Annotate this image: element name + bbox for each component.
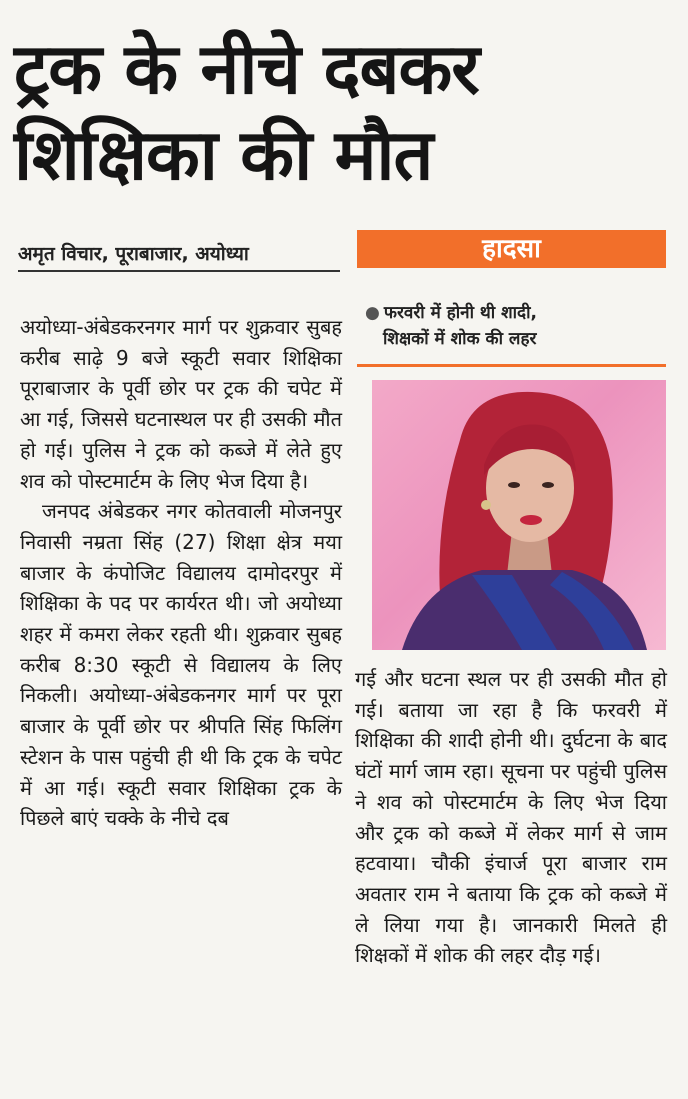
highlights <box>365 300 665 352</box>
headline-line-2: शिक्षिका की मौत <box>14 114 433 196</box>
category-tag: हादसा <box>357 230 666 268</box>
paragraph-2: जनपद अंबेडकर नगर कोतवाली मोजनपुर निवासी नम्रता सिंह (27) शिक्षा क्षेत्र मया बाजार के कंपोजिट विद्यालय दामोदरपुर में शिक्षिका के पद पर कार्यरत थी। जो अयोध्या शहर में कमरा लेकर रहती थी। शुक्रवार सुबह करीब 8:30 स्कूटी से विद्यालय के लिए निकली। अयोध्या-अंबेडकनगर मार्ग पर पूरा बाजार के पूर्वी छोर पर श्रीपति सिंह फिलिंग स्टेशन के पास पहुंची ही थी कि ट्रक के चपेट में आ गई। स्कूटी सवार शिक्षिका ट्रक के पिछले बाएं चक्के के नीचे दब <box>20 499 342 831</box>
teacher-photo <box>372 380 666 650</box>
headline-line-1: ट्रक के नीचे दबकर <box>14 28 479 110</box>
article-column-2 <box>355 664 667 971</box>
bullet-icon: ● <box>365 303 380 323</box>
article-column-1 <box>20 312 342 834</box>
paragraph-1: अयोध्या-अंबेडकरनगर मार्ग पर शुक्रवार सुबह करीब साढ़े 9 बजे स्कूटी सवार शिक्षिका पूराबाजार के पूर्वी छोर पर ट्रक की चपेट में आ गई, जिससे घटनास्थल पर ही उसकी मौत हो गई। पुलिस ने ट्रक को कब्जे में लेते हुए शव को पोस्टमार्टम के लिए भेज दिया है। <box>20 315 342 493</box>
highlight-divider <box>357 364 666 367</box>
paragraph-3: गई और घटना स्थल पर ही उसकी मौत हो गई। बताया जा रहा है कि फरवरी में शिक्षिका की शादी होनी थी। दुर्घटना के बाद घंटों मार्ग जाम रहा। सूचना पर पहुंची पुलिस ने शव को पोस्टमार्टम के लिए भेज दिया और ट्रक को कब्जे में लेकर मार्ग से जाम हटवाया। चौकी इंचार्ज पूरा बाजार राम अवतार राम ने बताया कि ट्रक को कब्जे में ले लिया गया है। जानकारी मिलते ही शिक्षकों में शोक की लहर दौड़ गई। <box>355 667 667 968</box>
byline-divider <box>18 270 340 272</box>
byline: अमृत विचार, पूराबाजार, अयोध्या <box>18 243 249 265</box>
highlight-line-2: शिक्षकों में शोक की लहर <box>383 329 537 349</box>
highlight-line-1: फरवरी में होनी थी शादी, <box>383 303 537 323</box>
headline <box>14 26 674 198</box>
portrait-illustration <box>372 380 666 650</box>
